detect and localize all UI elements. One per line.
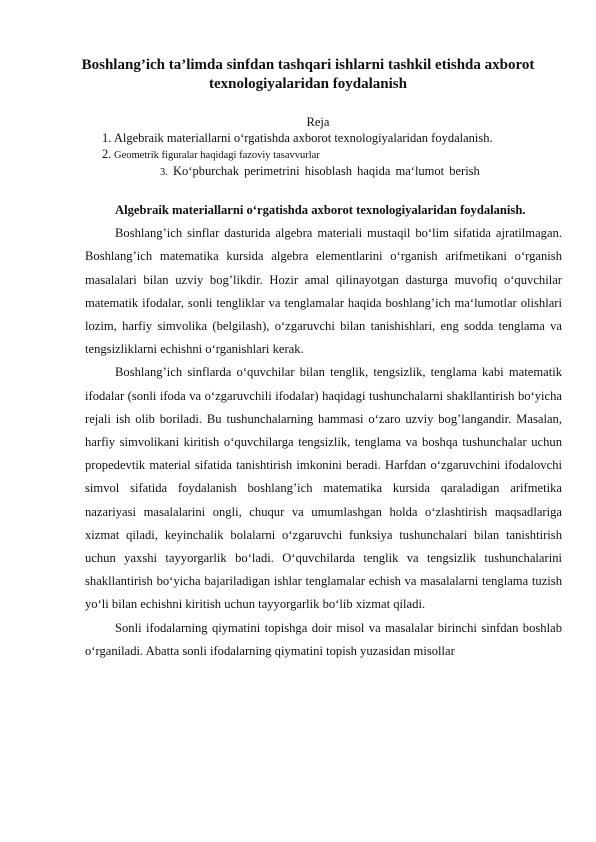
plan-item-2 bbox=[102, 146, 320, 164]
plan-item-text: Algebraik materiallarni o‘rgatishda axborot texnologiyalaridan foydalanish. bbox=[113, 131, 493, 145]
plan-item-number: 3. bbox=[160, 167, 168, 178]
plan-item-text: Ko‘pburchak perimetrini hisoblash haqida ma‘lumot berish bbox=[173, 164, 480, 178]
plan-heading: Reja bbox=[306, 115, 330, 129]
plan-item-number: 1. bbox=[102, 131, 112, 145]
plan-item-3 bbox=[160, 163, 480, 181]
plan-item-text: Geometrik figuralar haqidagi fazoviy tasavvurlar bbox=[114, 150, 320, 161]
plan-item-1 bbox=[102, 130, 493, 146]
paragraph: Boshlang’ich sinflar dasturida algebra materiali mustaqil bo‘lim sifatida ajratilmagan. Boshlang’ich matematika kursida algebra elementlarini o‘rganish arifmetikani o‘rganish masalalari bilan uzviy bog’likdir. Hozir amal qilinayotgan dasturga muvofiq o‘quvchilar matematik ifodalar, sonli tengliklar va tenglamalar haqida boshlang’ich ma‘lumotlar olishlari lozim, harfiy simvolika (belgilash), o‘zgaruvchi bilan tanishishlari, eng sodda tenglama va tengsizliklarni echishni o‘rganishlari kerak. bbox=[85, 226, 562, 357]
plan-item-number: 2. bbox=[102, 147, 112, 161]
paragraph: Boshlang’ich sinflarda o‘quvchilar bilan tenglik, tengsizlik, tenglama kabi matematik ifodalar (sonli ifoda va o‘zgaruvchili ifodalar) haqidagi tushunchalarni shakllantirish bo‘yicha rejali ish olib boriladi. Bu tushunchalarning hammasi o‘zaro uzviy bog’langandir. Masalan, harfiy simvolikani kiritish o‘quvchilarga tengsizlik, tenglama va boshqa tushunchalar uchun propedevtik material sifatida tanishtirish imkonini beradi. Harfdan o‘zgaruvchini ifodalovchi simvol sifatida foydalanish boshlang’ich matematika kursida qaraladigan arifmetika nazariyasi masalalarini ongli, chuqur va umumlashgan holda o‘zlashtirish maqsadlariga xizmat qiladi, keyinchalik bolalarni o‘zgaruvchi funksiya tushunchalari bilan tanishtirish uchun yaxshi tayyorgarlik bo‘ladi. O‘quvchilarda tenglik va tengsizlik tushunchalarini shakllantirish bo‘yicha bajariladigan ishlar tenglamalar echish va masalalarni tenglama tuzish yo‘li bilan echishni kiritish uchun tayyorgarlik bo‘lib xizmat qiladi. bbox=[85, 365, 562, 612]
document-title: Boshlang’ich ta’limda sinfdan tashqari ishlarni tashkil etishda axborot texnologiyalaridan foydalanish bbox=[81, 57, 535, 92]
paragraph: Sonli ifodalarning qiymatini topishga doir misol va masalalar birinchi sinfdan boshlab o‘rganiladi. Abatta sonli ifodalarning qiymatini topish yuzasidan misollar bbox=[85, 620, 562, 658]
section-heading: Algebraik materiallarni o‘rgatishda axborot texnologiyalaridan foydalanish. bbox=[115, 203, 526, 217]
document-body bbox=[85, 199, 562, 663]
